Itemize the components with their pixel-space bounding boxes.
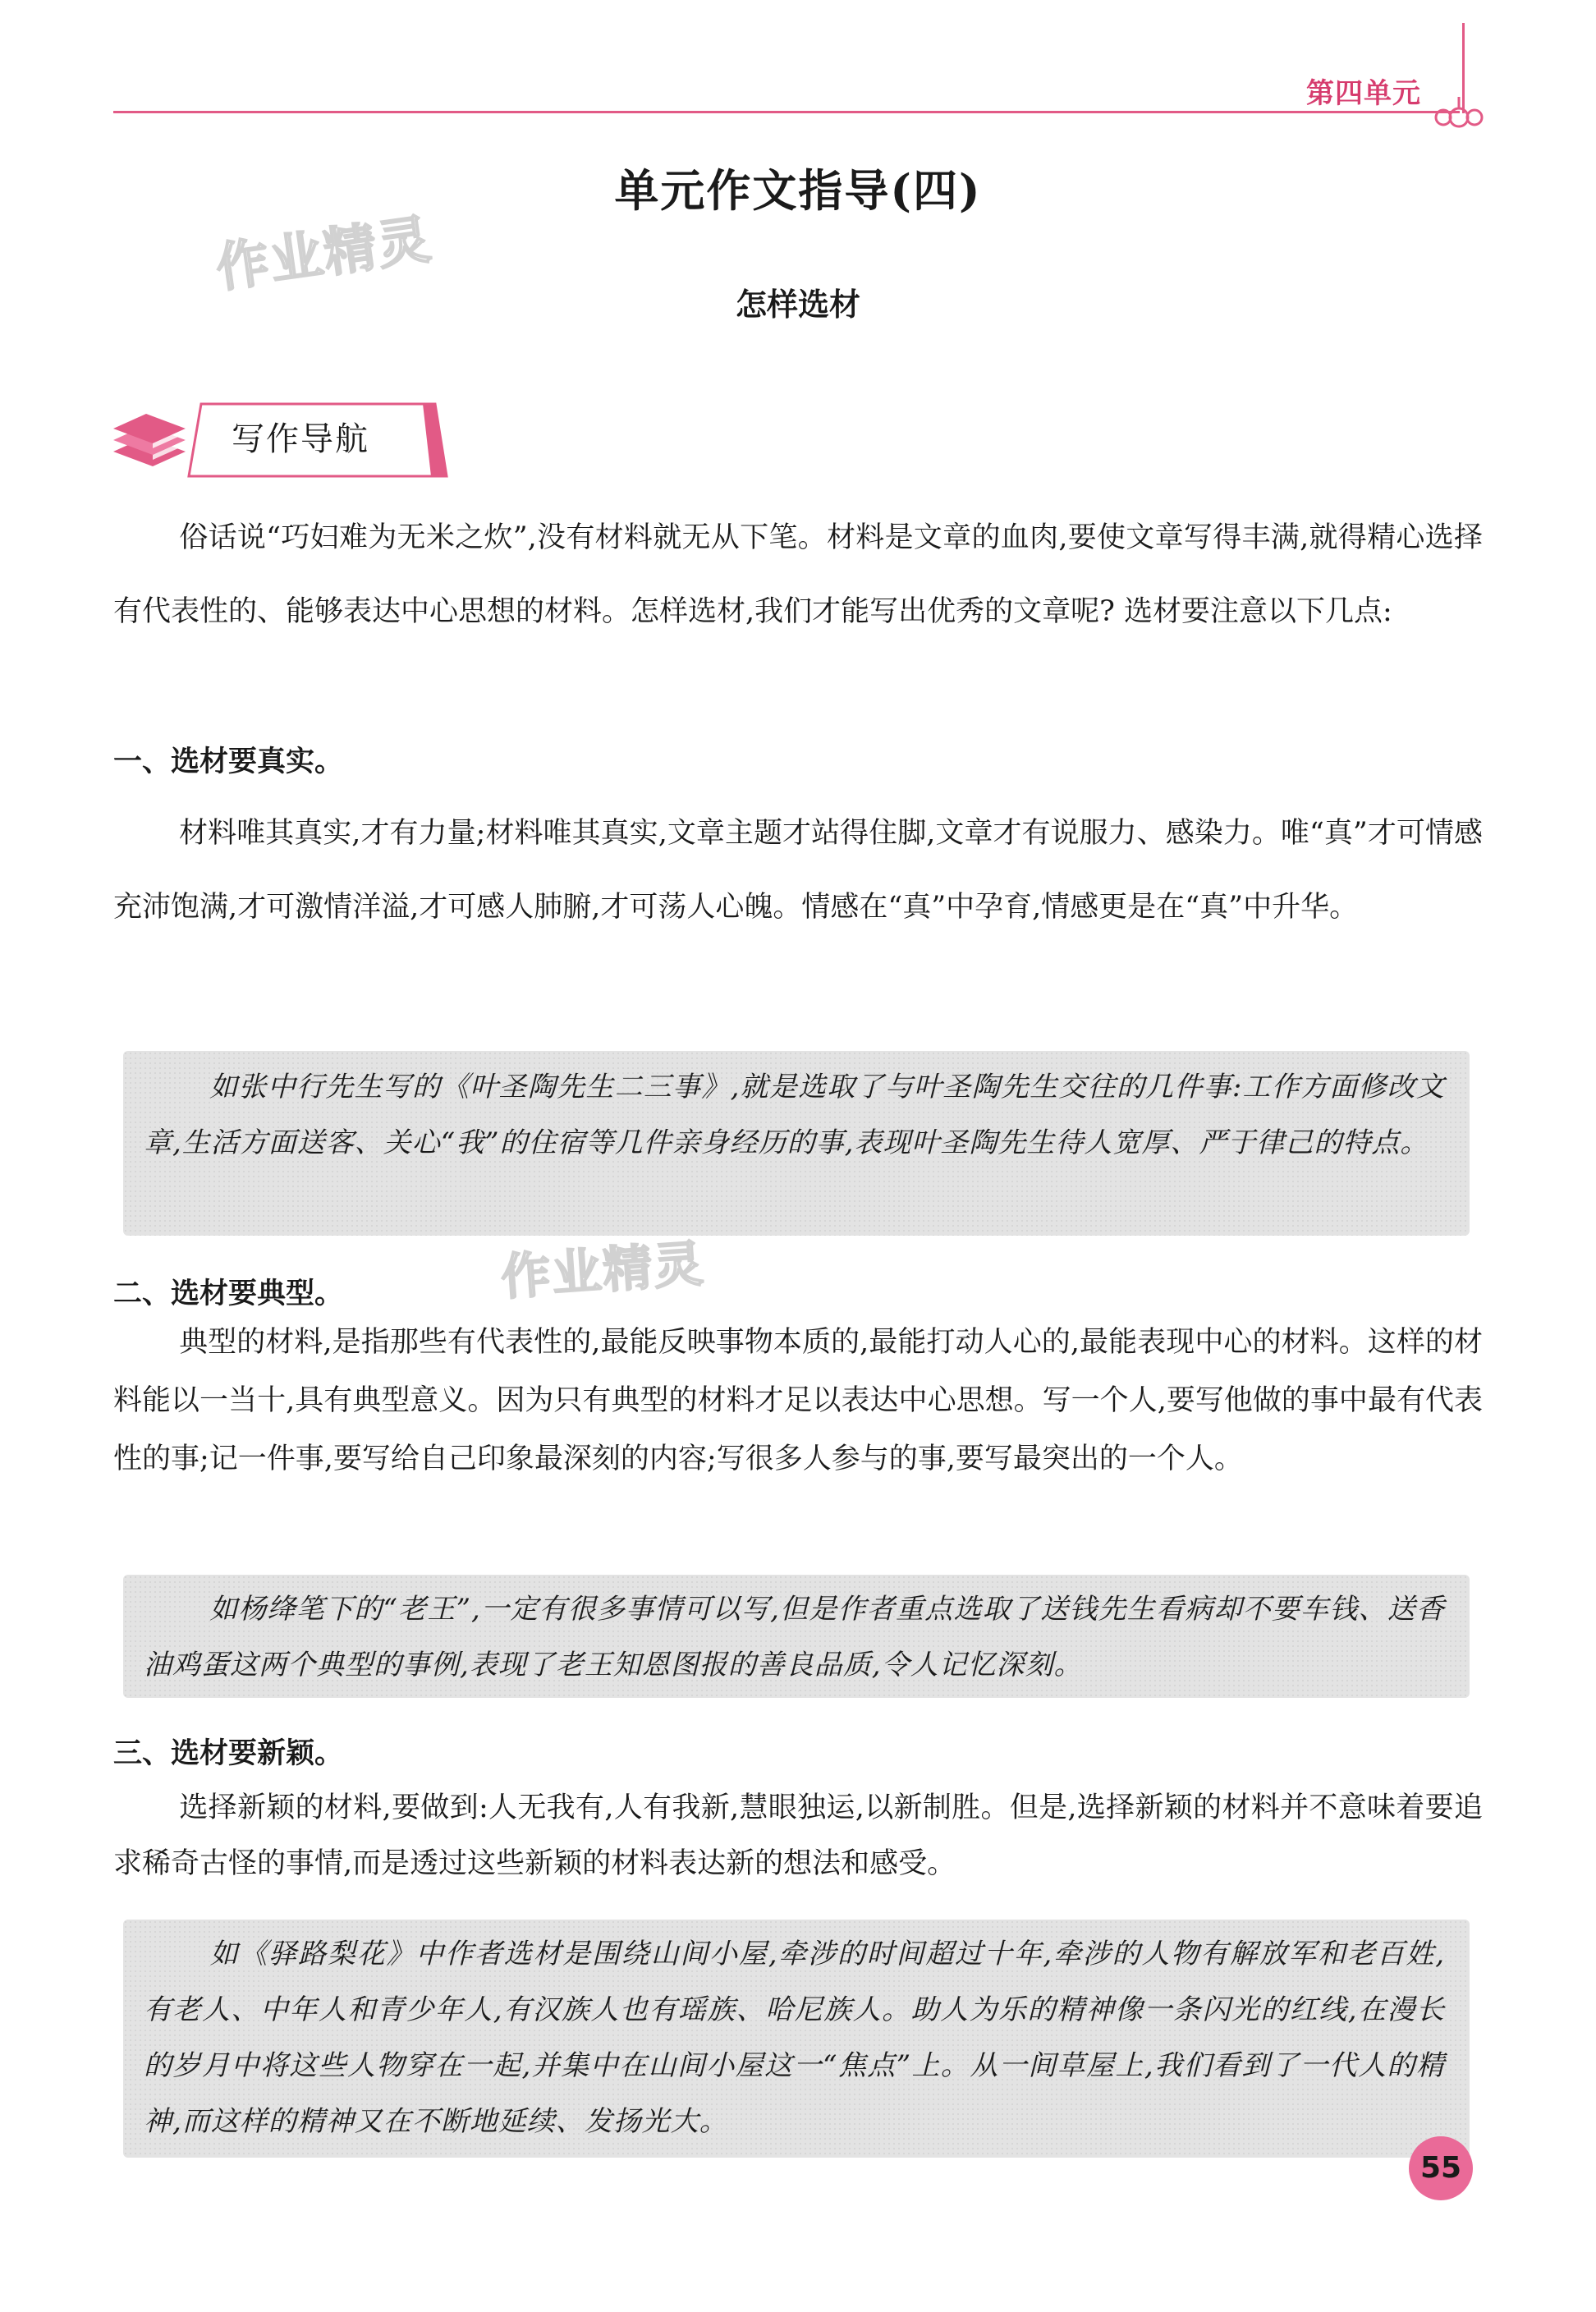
point-text-1: 材料唯其真实,才有力量;材料唯其真实,文章主题才站得住脚,文章才有说服力、感染力。唯“真”才可情感充沛饱满,才可激情洋溢,才可感人肺腑,才可荡人心魄。情感在“真”中孕育,情感更是在“真”中升华。	[113, 817, 1483, 924]
example-text-2: 如杨绛笔下的“老王”,一定有很多事情可以写,但是作者重点选取了送钱先生看病却不要车钱、送香油鸡蛋这两个典型的事例,表现了老王知恩图报的善良品质,令人记忆深刻。	[144, 1593, 1445, 1681]
example-text-1: 如张中行先生写的《叶圣陶先生二三事》,就是选取了与叶圣陶先生交往的几件事:工作方面修改文章,生活方面送客、关心“我”的住宿等几件亲身经历的事,表现叶圣陶先生待人宽厚、严于律己的特点。	[144, 1071, 1445, 1159]
point-paragraph-1	[113, 796, 1483, 944]
intro-paragraph	[113, 501, 1483, 649]
point-heading-3: 三、选材要新颖。	[113, 1737, 344, 1770]
book-stack-icon	[113, 414, 186, 466]
example-box-3	[123, 1920, 1470, 2158]
page-title: 单元作文指导(四)	[614, 164, 982, 217]
point-text-3: 选择新颖的材料,要做到:人无我有,人有我新,慧眼独运,以新制胜。但是,选择新颖的材料并不意味着要追求稀奇古怪的事情,而是透过这些新颖的材料表达新的想法和感受。	[113, 1791, 1483, 1880]
header-rule	[113, 111, 1460, 113]
unit-label: 第四单元	[1306, 77, 1421, 110]
example-box-2	[123, 1575, 1470, 1698]
chinese-knot-icon	[1430, 97, 1488, 138]
point-text-2: 典型的材料,是指那些有代表性的,最能反映事物本质的,最能打动人心的,最能表现中心的材料。这样的材料能以一当十,具有典型意义。因为只有典型的材料才足以表达中心思想。写一个人,要写他做的事中最有代表性的事;记一件事,要写给自己印象最深刻的内容;写很多人参与的事,要写最突出的一个人。	[113, 1326, 1483, 1475]
example-box-1	[123, 1051, 1470, 1236]
point-heading-1: 一、选材要真实。	[113, 745, 344, 778]
point-heading-2: 二、选材要典型。	[113, 1278, 344, 1310]
page-subtitle: 怎样选材	[735, 287, 860, 323]
page-number: 55	[1409, 2136, 1473, 2200]
point-paragraph-3	[113, 1780, 1483, 1892]
watermark: 作业精灵	[212, 209, 436, 300]
intro-text: 俗话说“巧妇难为无米之炊”,没有材料就无从下笔。材料是文章的血肉,要使文章写得丰满,就得精心选择有代表性的、能够表达中心思想的材料。怎样选材,我们才能写出优秀的文章呢? 选材要注意以下几点:	[113, 521, 1483, 628]
point-paragraph-2	[113, 1314, 1483, 1489]
watermark: 作业精灵	[499, 1235, 707, 1307]
example-text-3: 如《驿路梨花》中作者选材是围绕山间小屋,牵涉的时间超过十年,牵涉的人物有解放军和老百姓,有老人、中年人和青少年人,有汉族人也有瑶族、哈尼族人。助人为乐的精神像一条闪光的红线,在漫长的岁月中将这些人物穿在一起,并集中在山间小屋这一“焦点”上。从一间草屋上,我们看到了一代人的精神,而这样的精神又在不断地延续、发扬光大。	[144, 1938, 1445, 2138]
section-label: 写作导航	[232, 420, 369, 458]
